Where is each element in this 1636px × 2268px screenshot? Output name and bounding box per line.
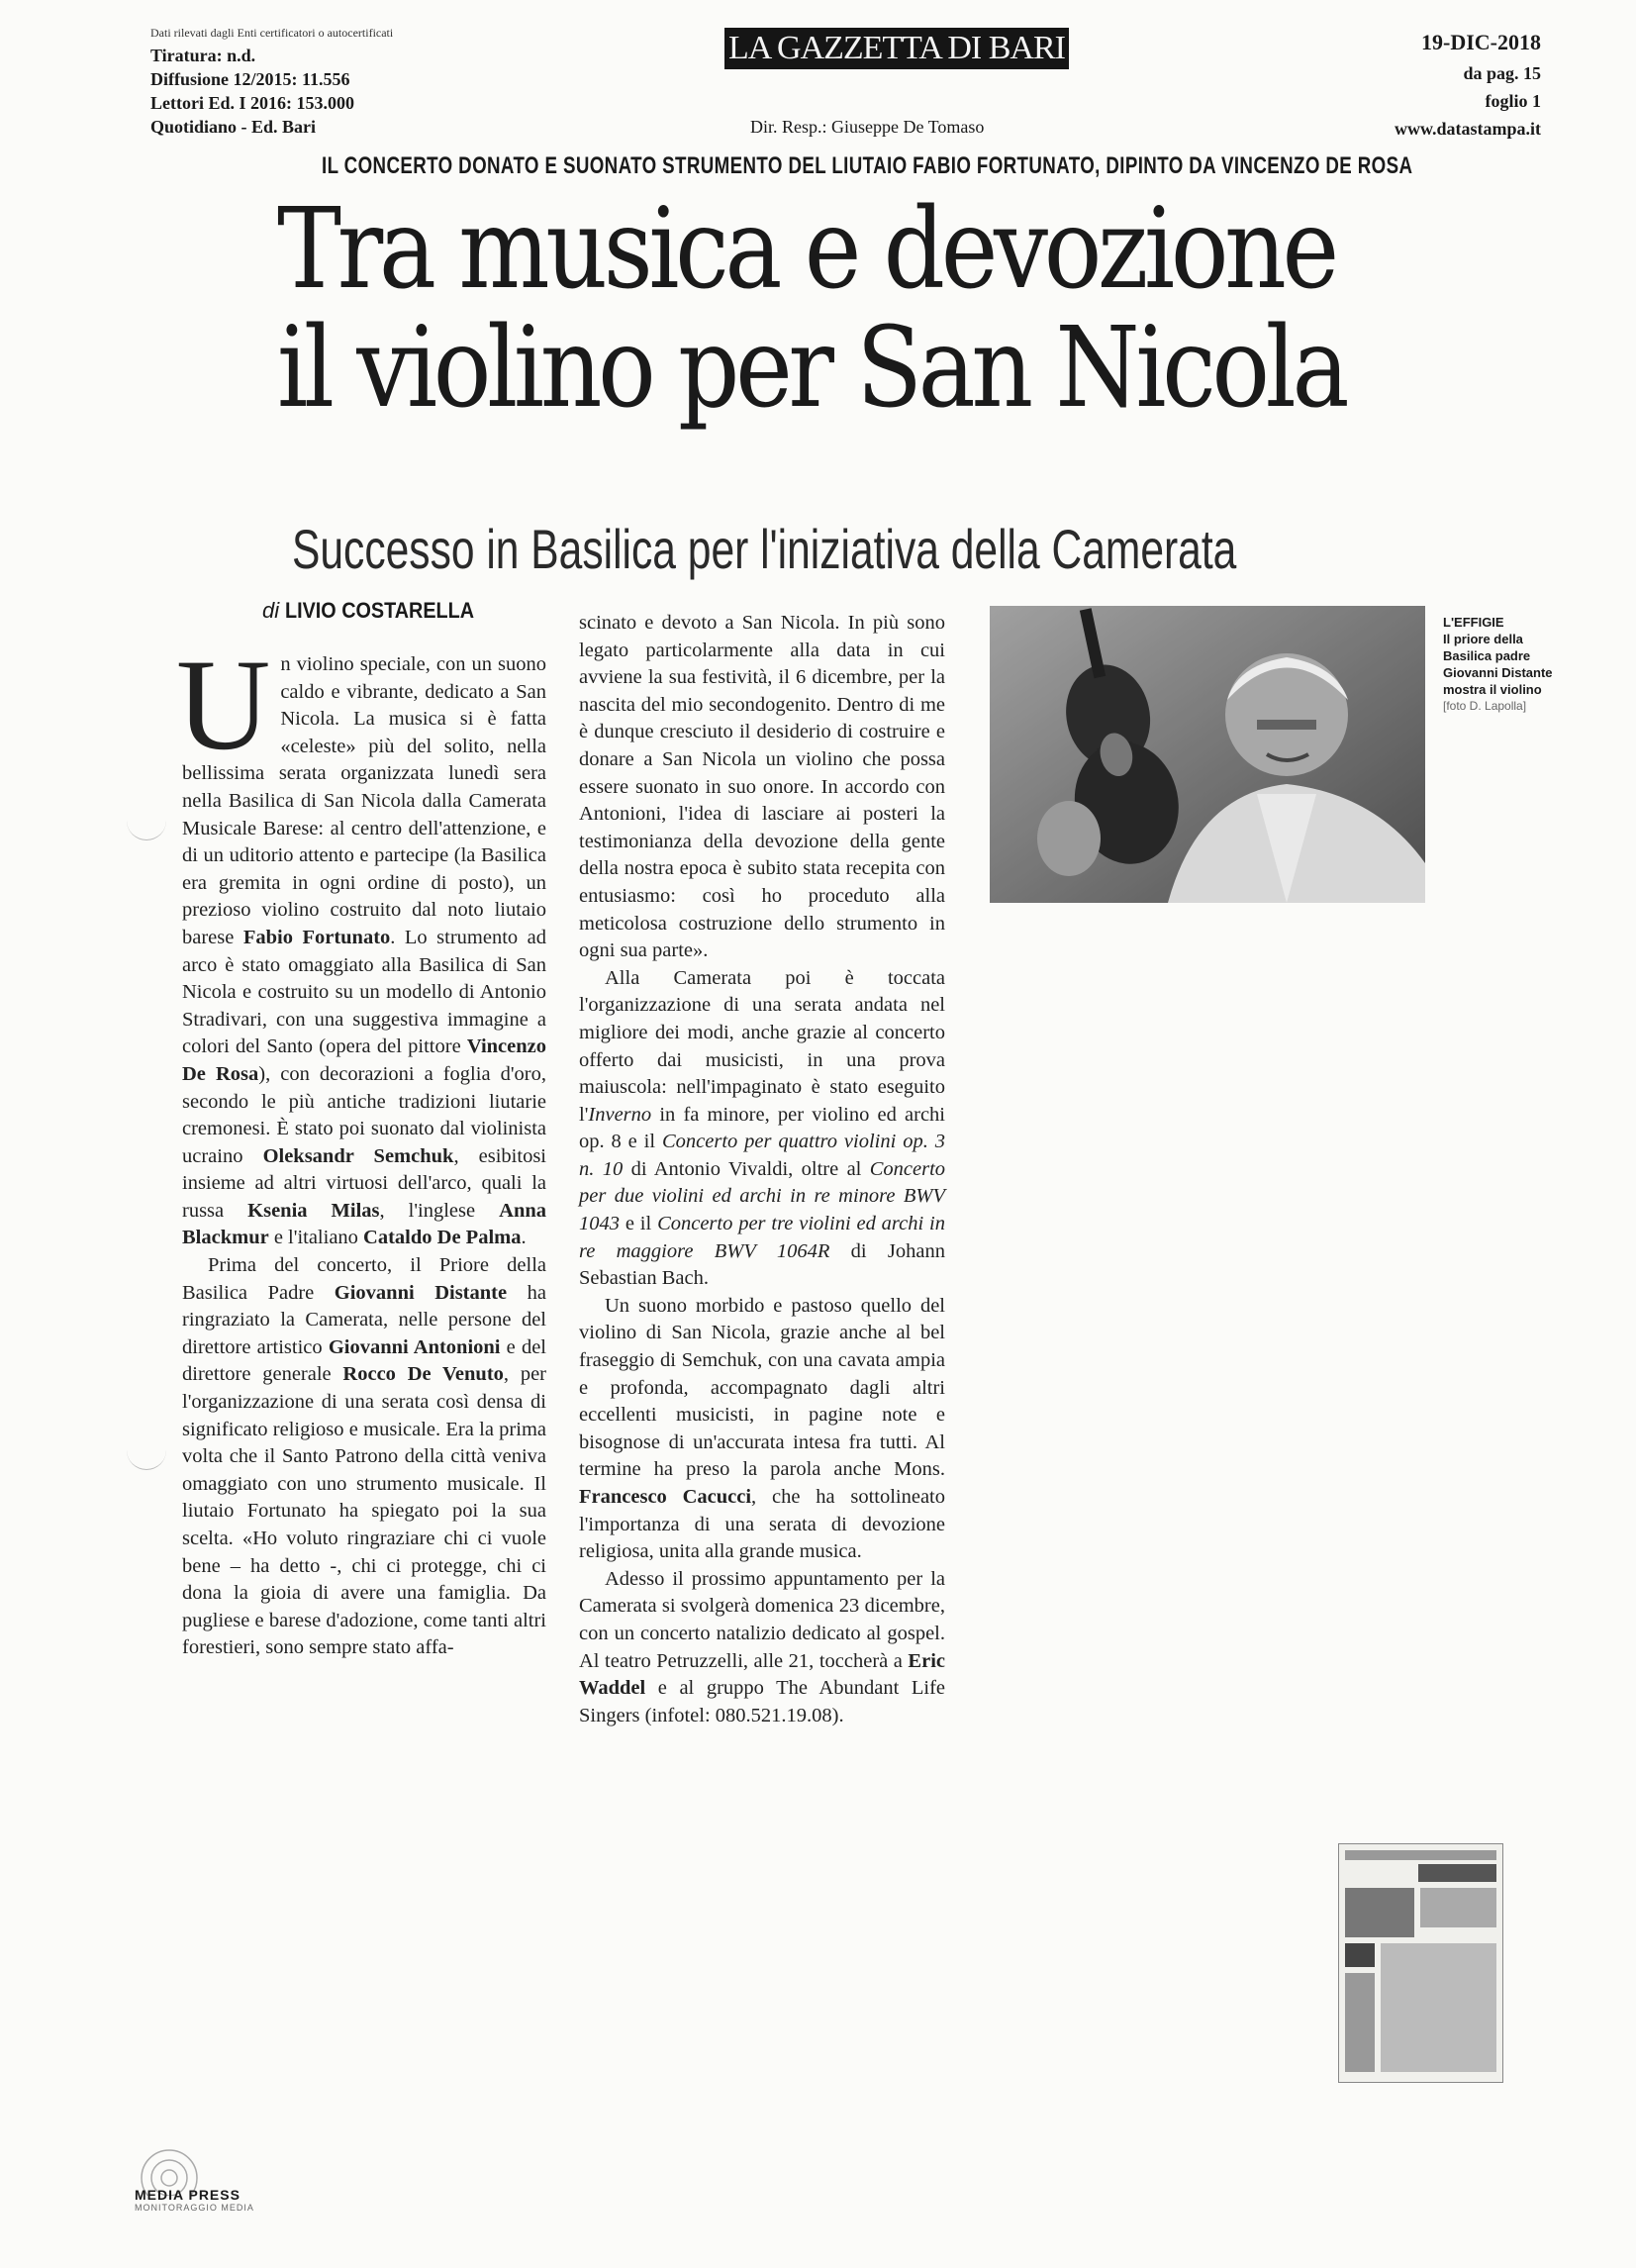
masthead-logo: LA GAZZETTA DI BARI — [724, 28, 1069, 69]
photo-illustration — [990, 606, 1425, 903]
paragraph: Un violino speciale, con un suono caldo e vibrante, dedicato a San Nicola. La musica si è fatta «celeste» più del solito, nella bellissima serata organizzata lunedì sera nella Basilica di San Nicola dalla Camerata Musicale Barese: al centro dell'attenzione, e di un uditorio attento e partecipe (la Basilica era gremita in ogni ordine di posto), un prezioso violino costruito dal noto liutaio barese Fabio Fortunato. Lo strumento ad arco è stato omaggiato alla Basilica di San Nicola e costruito su un modello di Antonio Stradivari, con una suggestiva immagine a colori del Santo (opera del pittore Vincenzo De Rosa), con decorazioni a foglia d'oro, secondo le più antiche tradizioni liutarie cremonesi. È stato poi suonato dal violinista ucraino Oleksandr Semchuk, esibitosi insieme ad altri virtuosi dell'arco, quali la russa Ksenia Milas, l'inglese Anna Blackmur e l'italiano Cataldo De Palma. — [176, 632, 546, 1249]
source-note: Dati rilevati dagli Enti certificatori o autocertificati — [150, 26, 394, 40]
logo-title: MEDIA PRESS — [135, 2187, 241, 2203]
page-thumbnail — [1338, 1843, 1503, 2083]
paragraph: Un suono morbido e pastoso quello del violino di San Nicola, grazie anche al bel fraseggio di Semchuk, con una cavata ampia e profonda, accompagnato dagli altri eccellenti musicisti, in pagine note e bisognose di un'accurata intesa fra tutti. Al termine ha preso la parola anche Mons. Francesco Cacucci, che ha sottolineato l'importanza di una serata di devozione religiosa, unita alla grande musica. — [579, 1294, 946, 1563]
article-column-1 — [176, 632, 547, 1662]
headline — [277, 185, 1346, 433]
punch-hole — [127, 814, 166, 840]
tiratura: Tiratura: n.d. — [150, 46, 256, 65]
byline — [262, 598, 496, 624]
logo-subtitle: MONITORAGGIO MEDIA — [135, 2203, 254, 2213]
media-press-logo — [135, 2146, 254, 2213]
byline-author: LIVIO COSTARELLA — [285, 598, 475, 623]
photo-priest-with-violin — [990, 606, 1425, 903]
article-column-2 — [579, 610, 945, 1729]
punch-hole — [127, 1443, 166, 1470]
kicker: IL CONCERTO DONATO E SUONATO STRUMENTO DEL LIUTAIO FABIO FORTUNATO, DIPINTO DA VINCENZO DE ROSA — [322, 152, 1413, 179]
caption-text: Il priore della Basilica padre Giovanni Distante mostra il violino — [1443, 632, 1553, 697]
photo-credit: [foto D. Lapolla] — [1443, 699, 1527, 713]
paragraph: Prima del concerto, il Priore della Basilica Padre Giovanni Distante ha ringraziato la Camerata, nelle persone del direttore artistico Giovanni Antonioni e del direttore generale Rocco De Venuto, per l'organizzazione di una serata così densa di significato religioso e musicale. Era la prima volta che il Santo Patrono della città veniva omaggiato con uno strumento musicale. Il liutaio Fortunato ha spiegato poi la sua scelta. «Ho voluto ringraziare chi ci vuole bene – ha detto -, chi ci protegge, chi ci dona la gioia di avere una famiglia. Da pugliese e barese d'adozione, come tanti altri forestieri, sono sempre stato affa- — [182, 1254, 547, 1659]
paragraph: Adesso il prossimo appuntamento per la Camerata si svolgerà domenica 23 dicembre, con un concerto natalizio dedicato al gospel. Al teatro Petruzzelli, alle 21, toccherà a Eric Waddel e al gruppo The Abundant Life Singers (infotel: 080.521.19.08). — [579, 1567, 945, 1726]
drop-cap: U — [176, 632, 271, 777]
headline-line-2: il violino per San Nicola — [277, 304, 1346, 433]
diffusione: Diffusione 12/2015: 11.556 — [150, 69, 350, 89]
caption-title: L'EFFIGIE — [1443, 615, 1504, 630]
paragraph: Alla Camerata poi è toccata l'organizzazione di una serata andata nel migliore dei modi, anche grazie al concerto offerto dai musicisti, in una prova maiuscola: nell'impaginato è stato eseguito l'Inverno in fa minore, per violino ed archi op. 8 e il Concerto per quattro violini op. 3 n. 10 di Antonio Vivaldi, oltre al Concerto per due violini ed archi in re minore BWV 1043 e il Concerto per tre violini ed archi in re maggiore BWV 1064R di Johann Sebastian Bach. — [579, 966, 946, 1290]
page-number: da pag. 15 — [1463, 63, 1541, 83]
byline-prefix: di — [262, 598, 280, 623]
headline-line-1: Tra musica e devozione — [277, 185, 1335, 314]
lettori: Lettori Ed. I 2016: 153.000 — [150, 93, 354, 113]
quotidiano: Quotidiano - Ed. Bari — [150, 117, 317, 137]
paragraph: scinato e devoto a San Nicola. In più sono legato particolarmente alla data in cui avviene la sua festività, il 6 dicembre, per la nascita del mio secondogenito. Dentro di me è dunque cresciuto il desiderio di costruire e donare a San Nicola un violino che possa essere suonato in suo onore. In accordo con Antonioni, l'idea di lasciare ai posteri la testimonianza della devozione della gente della nostra epoca è subito stata recepita con entusiasmo: così ho proceduto alla meticolosa costruzione dello strumento in ogni sua parte». — [579, 612, 945, 962]
thumbnail-illustration — [1339, 1844, 1502, 2082]
subheadline: Successo in Basilica per l'iniziativa della Camerata — [292, 518, 1237, 580]
date: 19-DIC-2018 — [1421, 30, 1541, 54]
sheet-number: foglio 1 — [1485, 91, 1541, 111]
photo-caption — [1443, 614, 1562, 715]
website: www.datastampa.it — [1394, 119, 1541, 139]
director: Dir. Resp.: Giuseppe De Tomaso — [750, 117, 985, 137]
